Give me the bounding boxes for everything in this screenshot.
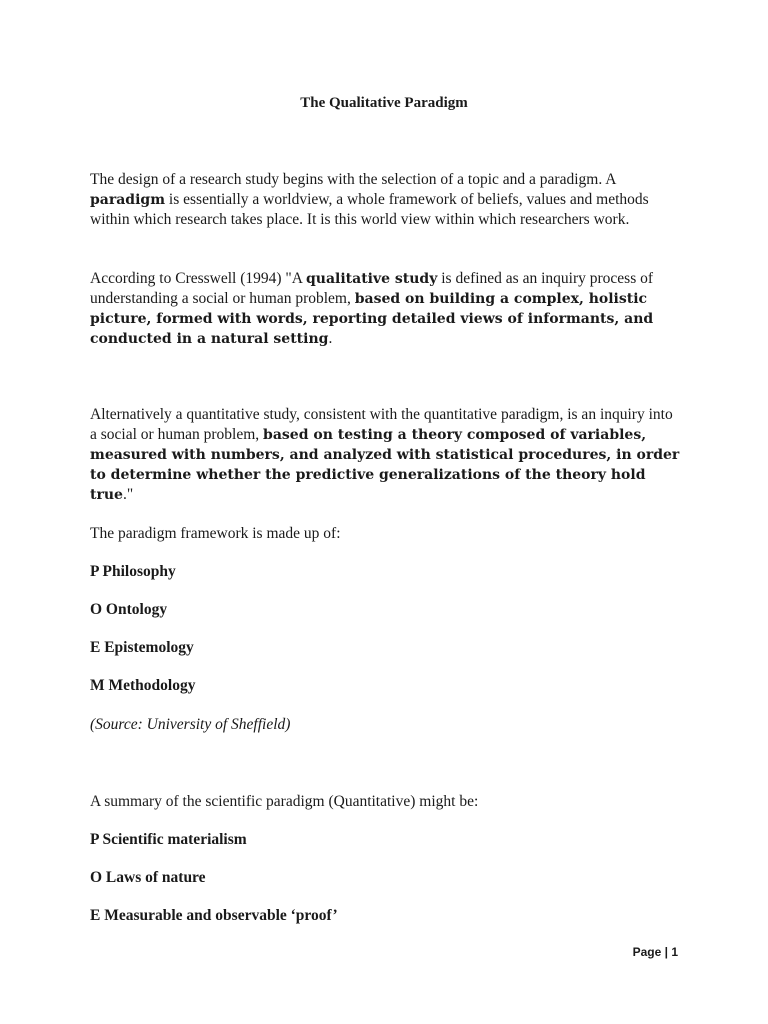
paragraph-text: ." [122,486,134,503]
paragraph-text: . [328,330,333,347]
summary-item-philosophy: P Scientific materialism [90,831,247,848]
framework-item-epistemology: E Epistemology [90,639,194,656]
paragraph-text: According to Cresswell (1994) "A [90,270,306,287]
framework-item-ontology: O Ontology [90,601,168,618]
paragraph-framework-intro: The paradigm framework is made up of: [90,525,341,542]
bold-phrase-holistic: based on building a complex, holistic picture, formed with words, reporting detailed views of informants, and conducted in a natural setting [90,291,654,347]
paragraph-text: is defined as an inquiry process of understanding a social or human problem, [90,270,654,307]
paragraph-text: The design of a research study begins with the selection of a topic and a paradigm. A [90,171,616,188]
bold-term-qualitative-study: qualitative study [305,271,438,287]
summary-item-ontology: O Laws of nature [90,869,206,886]
bold-term-paradigm: paradigm [90,192,166,208]
framework-item-philosophy: P Philosophy [90,563,176,580]
paragraph-text: Alternatively a quantitative study, consistent with the quantitative paradigm, is an inquiry into a social or human problem, [90,406,673,443]
paragraph-paradigm-definition [90,170,680,230]
paragraph-qualitative-definition [90,269,680,349]
paragraph-quantitative-definition [90,405,680,505]
framework-item-methodology: M Methodology [90,677,196,694]
page-number-footer: Page | 1 [632,945,678,959]
summary-item-epistemology: E Measurable and observable ‘proof’ [90,907,338,924]
bold-phrase-theory: based on testing a theory composed of variables, measured with numbers, and analyzed with statistical procedures, in order to determine whether the predictive generalizations of the theory hold true [90,427,680,503]
summary-intro: A summary of the scientific paradigm (Quantitative) might be: [90,793,479,810]
document-title: The Qualitative Paradigm [300,95,468,111]
paragraph-text: is essentially a worldview, a whole framework of beliefs, values and methods within which research takes place. It is this world view within which researchers work. [90,191,649,228]
source-citation: (Source: University of Sheffield) [90,716,291,733]
